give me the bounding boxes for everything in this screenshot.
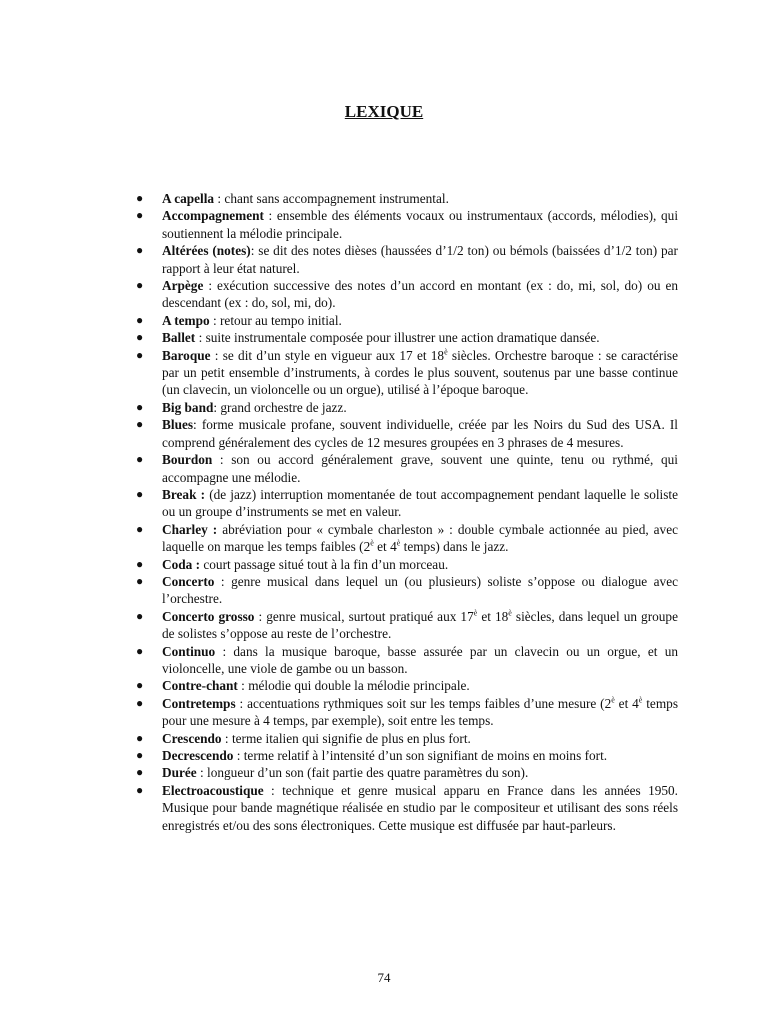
glossary-list <box>130 190 678 834</box>
glossary-definition: temps) dans le jazz. <box>400 539 509 555</box>
glossary-term: Baroque <box>162 347 211 363</box>
glossary-term: Charley : <box>162 521 218 537</box>
glossary-term: Blues <box>162 417 194 433</box>
glossary-definition: terme relatif à l’intensité d’un son signifiant de moins en moins fort. <box>243 748 608 763</box>
glossary-term: Coda : <box>162 556 201 572</box>
glossary-entry <box>130 556 678 573</box>
glossary-definition: ensemble des éléments vocaux ou instrumentaux (accords, mélodies), qui soutiennent la mélodie principale. <box>162 208 679 241</box>
glossary-definition: siècles. Orchestre baroque : se caractérise par un petit ensemble d’instruments, à cordes le plus souvent, soutenus par une basse continue (un clavecin, un violoncelle ou un orgue), utilisé à l’époque baroque. <box>162 347 679 398</box>
glossary-term: Ballet <box>162 330 196 346</box>
ordinal-superscript: è <box>473 608 478 618</box>
glossary-entry <box>130 347 678 399</box>
glossary-definition: forme musicale profane, souvent individuelle, créée par les Noirs du Sud des USA. Il comprend généralement des cycles de 12 mesures groupées en 3 phrases de 4 mesures. <box>162 417 679 450</box>
term-separator: : <box>235 695 248 711</box>
ordinal-superscript: è <box>444 347 448 357</box>
glossary-term: Continuo <box>162 643 216 659</box>
glossary-term: Decrescendo <box>162 748 234 763</box>
glossary-entry <box>130 521 678 556</box>
term-separator: : <box>215 643 234 659</box>
term-separator: : <box>214 573 232 589</box>
bullet-icon: ● <box>136 417 144 432</box>
term-separator: : <box>250 243 259 259</box>
glossary-entry <box>130 608 678 643</box>
glossary-entry <box>130 747 678 764</box>
glossary-definition: retour au tempo initial. <box>220 312 342 328</box>
glossary-definition: dans la musique baroque, basse assurée par un clavecin ou un orgue, et un violoncelle, une viole de gambe ou un basson. <box>162 643 678 676</box>
bullet-icon: ● <box>136 521 144 536</box>
glossary-definition: terme italien qui signifie de plus en plus fort. <box>231 730 471 746</box>
glossary-term: Concerto <box>162 573 215 589</box>
glossary-definition: mélodie qui double la mélodie principale. <box>248 678 470 694</box>
bullet-icon: ● <box>136 486 144 501</box>
ordinal-superscript: è <box>611 695 615 705</box>
bullet-icon: ● <box>136 678 144 693</box>
glossary-term: A tempo <box>162 312 210 328</box>
ordinal-superscript: è <box>508 608 512 618</box>
bullet-icon: ● <box>136 399 144 414</box>
glossary-definition: et 4 <box>373 539 397 555</box>
page-title: LEXIQUE <box>344 102 424 121</box>
glossary-definition: chant sans accompagnement instrumental. <box>224 191 449 206</box>
page-number: 74 <box>377 970 391 985</box>
bullet-icon: ● <box>136 782 144 797</box>
glossary-entry <box>130 764 678 781</box>
glossary-term: A capella <box>162 191 215 206</box>
glossary-entry <box>130 643 678 678</box>
glossary-definition: genre musical, surtout pratiqué aux 17 <box>266 608 474 624</box>
glossary-definition: genre musical dans lequel un (ou plusieurs) soliste s’oppose ou dialogue avec l’orchestre. <box>162 573 678 607</box>
glossary-definition: et 18 <box>477 608 509 624</box>
bullet-icon: ● <box>136 278 144 293</box>
ordinal-superscript: è <box>370 538 374 548</box>
ordinal-superscript: è <box>396 538 401 548</box>
bullet-icon: ● <box>136 452 144 467</box>
ordinal-superscript: è <box>638 695 643 705</box>
glossary-entry <box>130 399 678 416</box>
glossary-definition: siècles, dans lequel un groupe de solistes s’oppose au reste de l’orchestre. <box>162 608 678 642</box>
glossary-term: Altérées (notes) <box>162 243 251 259</box>
bullet-icon: ● <box>136 347 144 362</box>
term-separator: : <box>195 330 206 346</box>
glossary-term: Big band <box>162 399 214 415</box>
bullet-icon: ● <box>136 208 144 223</box>
glossary-term: Crescendo <box>162 730 222 746</box>
term-separator: : <box>254 608 267 624</box>
glossary-term: Contretemps <box>162 695 236 711</box>
glossary-definition: (de jazz) interruption momentanée de tout accompagnement pendant laquelle le soliste ou un groupe d’instruments se met en valeur. <box>162 486 679 520</box>
glossary-definition: accentuations rythmiques soit sur les temps faibles d’une mesure (2 <box>247 695 612 711</box>
term-separator: : <box>263 782 283 798</box>
bullet-icon: ● <box>136 695 144 710</box>
glossary-term: Bourdon <box>162 452 213 468</box>
glossary-entry <box>130 242 678 277</box>
glossary-definition: se dit des notes dièses (haussées d’1/2 ton) ou bémols (baissées d’1/2 ton) par rapport à leur état naturel. <box>162 243 678 276</box>
glossary-definition: se dit d’un style en vigueur aux 17 et 18 <box>222 347 445 363</box>
term-separator: : <box>196 765 208 781</box>
glossary-term: Electroacoustique <box>162 782 264 798</box>
glossary-entry <box>130 695 678 730</box>
glossary-term: Arpège <box>162 278 204 294</box>
bullet-icon: ● <box>136 330 144 345</box>
term-separator: : <box>209 312 220 328</box>
glossary-definition: son ou accord généralement grave, souvent une quinte, tenu ou rythmé, qui accompagne une mélodie. <box>162 452 678 485</box>
glossary-term: Contre-chant <box>162 678 238 694</box>
glossary-definition: temps pour une mesure à 4 temps, par exemple), soit entre les temps. <box>162 695 678 729</box>
term-separator: : <box>213 399 221 415</box>
glossary-term: Durée <box>162 765 197 781</box>
glossary-entry <box>130 677 678 694</box>
term-separator: : <box>263 208 277 224</box>
glossary-entry <box>130 451 678 486</box>
term-separator: : <box>210 347 223 363</box>
glossary-entry <box>130 573 678 608</box>
glossary-definition: abréviation pour « cymbale charleston » : double cymbale actionnée au pied, avec laquelle on marque les temps faibles (2 <box>162 521 679 555</box>
bullet-icon: ● <box>136 748 144 762</box>
glossary-definition: technique et genre musical apparu en France dans les années 1950. Musique pour bande magnétique réalisée en studio par le compositeur et utilisant des sons réels enregistrés et/ou des sons électroniques. Cette musique est diffusée par haut-parleurs. <box>162 782 679 833</box>
bullet-icon: ● <box>136 643 144 658</box>
glossary-entry <box>130 329 678 346</box>
bullet-icon: ● <box>136 573 144 588</box>
term-separator: : <box>237 678 249 694</box>
glossary-definition: et 4 <box>614 695 639 711</box>
glossary-entry <box>130 730 678 747</box>
glossary-entry <box>130 277 678 312</box>
glossary-definition: grand orchestre de jazz. <box>220 399 347 415</box>
glossary-entry <box>130 782 678 834</box>
bullet-icon: ● <box>136 765 144 780</box>
glossary-entry <box>130 416 678 451</box>
glossary-definition: longueur d’un son (fait partie des quatre paramètres du son). <box>207 765 529 781</box>
glossary-entry <box>130 312 678 329</box>
glossary-term: Break : <box>162 486 206 502</box>
glossary-entry <box>130 207 678 242</box>
glossary-term: Concerto grosso <box>162 608 255 624</box>
bullet-icon: ● <box>136 556 144 571</box>
glossary-entry <box>130 486 678 521</box>
term-separator: : <box>212 452 232 468</box>
bullet-icon: ● <box>136 730 144 745</box>
bullet-icon: ● <box>136 191 144 205</box>
bullet-icon: ● <box>136 608 144 623</box>
glossary-definition: suite instrumentale composée pour illustrer une action dramatique dansée. <box>205 330 600 346</box>
term-separator: : <box>233 748 244 763</box>
term-separator: : <box>214 191 225 206</box>
glossary-term: Accompagnement <box>162 208 264 224</box>
glossary-entry <box>130 190 678 207</box>
bullet-icon: ● <box>136 312 144 327</box>
term-separator: : <box>193 417 202 433</box>
term-separator: : <box>203 278 217 294</box>
glossary-definition: exécution successive des notes d’un accord en montant (ex : do, mi, sol, do) ou en descendant (ex : do, sol, mi, do). <box>162 278 679 311</box>
bullet-icon: ● <box>136 243 144 258</box>
term-separator: : <box>221 730 232 746</box>
glossary-definition: court passage situé tout à la fin d’un morceau. <box>203 556 449 572</box>
